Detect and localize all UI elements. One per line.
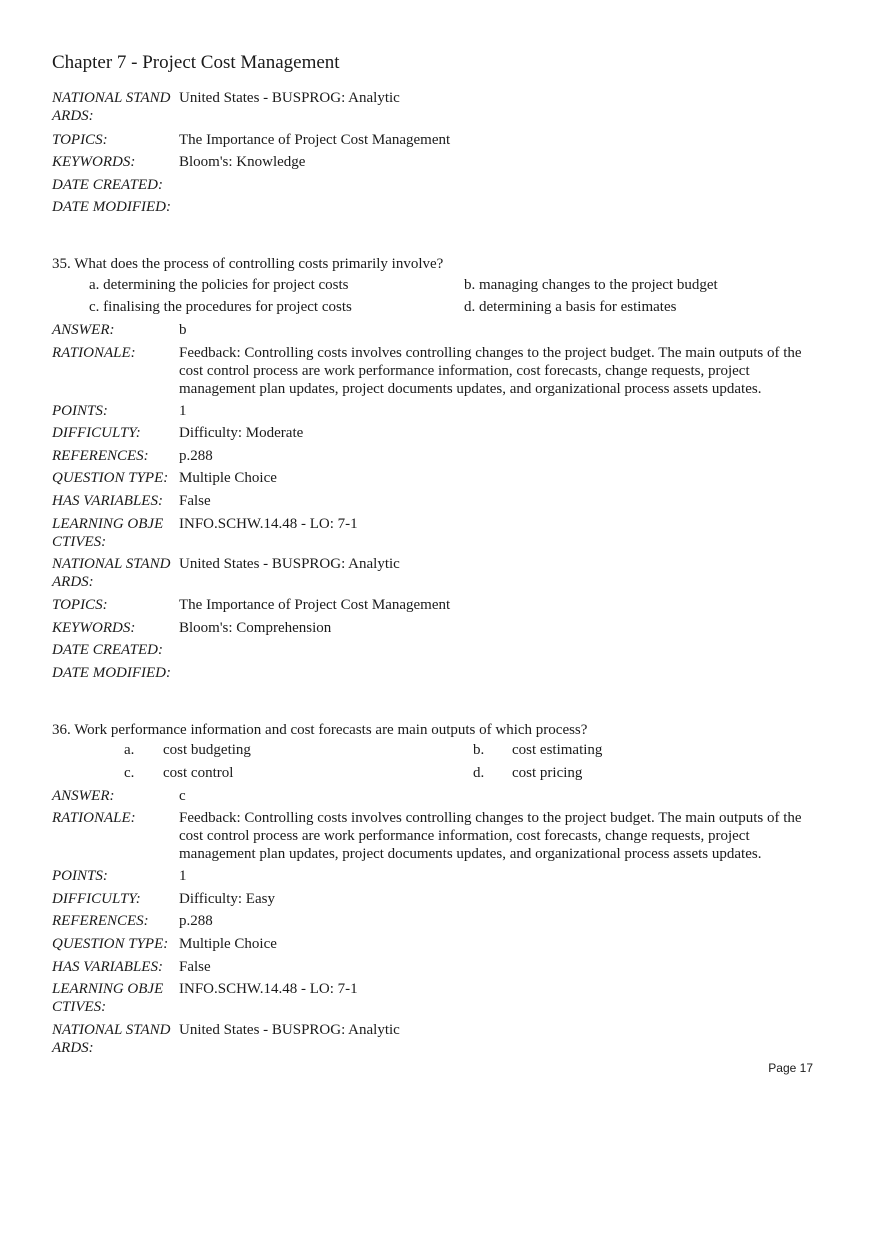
q36-points-row [52,867,822,885]
chapter-title: Chapter 7 - Project Cost Management [52,52,340,73]
prev-keywords-row [52,153,822,171]
q36-option-a: cost budgeting [163,742,251,758]
field-label: NATIONAL STAND ARDS: [52,90,171,124]
field-value: b [179,322,187,338]
field-value: 1 [179,403,187,419]
q35-question-type-row [52,469,822,487]
field-value: c [179,788,186,804]
field-value: Feedback: Controlling costs involves controlling changes to the project budget. The main outputs of the cost control process are work performance information, cost forecasts, change requests, project management plan updates, project documents updates, and organizational process assets updates. [179,810,802,862]
field-label: DIFFICULTY: [52,425,141,441]
field-label: DATE CREATED: [52,642,163,658]
q36-option-d: cost pricing [512,765,583,781]
field-label: LEARNING OBJE CTIVES: [52,516,164,550]
field-value: INFO.SCHW.14.48 - LO: 7-1 [179,981,358,997]
field-label: NATIONAL STAND ARDS: [52,556,171,590]
q36-difficulty-row [52,890,822,908]
q35-has-variables-row [52,492,822,510]
field-label: ANSWER: [52,322,115,338]
q36-option-a-letter: a. [124,742,135,758]
field-label: RATIONALE: [52,345,136,361]
field-label: QUESTION TYPE: [52,936,169,952]
field-value: False [179,493,211,509]
prev-date-modified-row [52,198,822,216]
q35-rationale-row [52,344,822,398]
field-value: p.288 [179,448,213,464]
q35-option-c: c. finalising the procedures for project costs [89,299,352,315]
field-label: KEYWORDS: [52,620,136,636]
field-value: United States - BUSPROG: Analytic [179,1022,400,1038]
field-value: Difficulty: Moderate [179,425,304,441]
field-value: Bloom's: Comprehension [179,620,332,636]
field-value: p.288 [179,913,213,929]
q35-national-standards-row [52,555,822,591]
q35-option-b: b. managing changes to the project budget [464,277,718,293]
page-number: Page 17 [768,1061,813,1075]
q36-has-variables-row [52,958,822,976]
field-value: United States - BUSPROG: Analytic [179,90,400,106]
q36-option-b: cost estimating [512,742,603,758]
field-label: TOPICS: [52,132,108,148]
field-value: Multiple Choice [179,470,277,486]
q35-keywords-row [52,619,822,637]
q36-option-d-letter: d. [473,765,485,781]
q36-option-c-letter: c. [124,765,135,781]
field-label: NATIONAL STAND ARDS: [52,1022,171,1056]
field-value: INFO.SCHW.14.48 - LO: 7-1 [179,516,358,532]
field-label: QUESTION TYPE: [52,470,169,486]
question-36-text: 36. Work performance information and cost forecasts are main outputs of which process? [52,722,588,738]
q35-difficulty-row [52,424,822,442]
field-label: HAS VARIABLES: [52,493,163,509]
q35-points-row [52,402,822,420]
q35-date-created-row [52,641,822,659]
q35-date-modified-row [52,664,822,682]
question-35-text: 35. What does the process of controlling costs primarily involve? [52,256,444,272]
field-label: REFERENCES: [52,448,149,464]
field-label: REFERENCES: [52,913,149,929]
field-label: DATE CREATED: [52,177,163,193]
q35-option-d: d. determining a basis for estimates [464,299,677,315]
q36-learning-objectives-row [52,980,822,1016]
q35-option-a: a. determining the policies for project costs [89,277,349,293]
field-value: Multiple Choice [179,936,277,952]
prev-topics-row [52,131,822,149]
field-label: RATIONALE: [52,810,136,826]
q35-topics-row [52,596,822,614]
field-label: DATE MODIFIED: [52,199,171,215]
q35-learning-objectives-row [52,515,822,551]
field-label: ANSWER: [52,788,115,804]
field-label: TOPICS: [52,597,108,613]
field-label: POINTS: [52,403,108,419]
field-label: DIFFICULTY: [52,891,141,907]
field-value: 1 [179,868,187,884]
field-value: Difficulty: Easy [179,891,275,907]
field-value: The Importance of Project Cost Management [179,597,451,613]
field-value: United States - BUSPROG: Analytic [179,556,400,572]
prev-national-standards-row [52,89,822,125]
q36-option-c: cost control [163,765,234,781]
q36-option-b-letter: b. [473,742,485,758]
q36-references-row [52,912,822,930]
q36-answer-row [52,787,822,805]
q36-question-type-row [52,935,822,953]
field-label: DATE MODIFIED: [52,665,171,681]
field-label: KEYWORDS: [52,154,136,170]
field-label: LEARNING OBJE CTIVES: [52,981,164,1015]
q35-references-row [52,447,822,465]
field-label: POINTS: [52,868,108,884]
q36-rationale-row [52,809,822,863]
prev-date-created-row [52,176,822,194]
field-value: The Importance of Project Cost Management [179,132,451,148]
field-value: Feedback: Controlling costs involves controlling changes to the project budget. The main outputs of the cost control process are work performance information, cost forecasts, change requests, project management plan updates, project documents updates, and organizational process assets updates. [179,345,802,397]
q36-national-standards-row [52,1021,822,1057]
q35-answer-row [52,321,822,339]
field-label: HAS VARIABLES: [52,959,163,975]
field-value: Bloom's: Knowledge [179,154,306,170]
field-value: False [179,959,211,975]
